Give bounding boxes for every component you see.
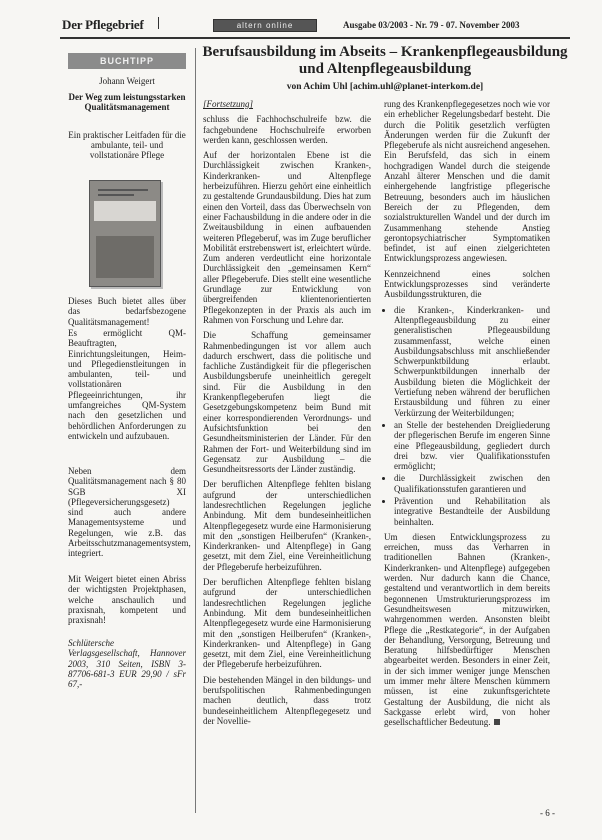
list-item: • die Kranken-, Kinderkranken- und Altenpflegeausbildung zu einer generalistischen Pflegeausbildung zusammenfasst, welche einen Ausbildungsabschluss mit anschließender Schwerpunktbildung erlaubt. Schwerpunktbildungen innerhalb der Ausbildung bieten die Möglichkeit der Vertiefung neben während der beruflichen Erstausbildung und führen zu einer Verkürzung der Weiterbildungen; — [394, 305, 550, 418]
publication-name: Der Pflegebrief — [62, 17, 144, 32]
sidebar-text-1: Dieses Buch bietet alles über das bedarfsbezogene Qualitätsmanagement! — [68, 296, 186, 327]
publisher-info: Schlütersche Verlagsgesellschaft, Hannover 2003, 310 Seiten, ISBN 3-87706-681-3 EUR 29,90 / sFr 67,- — [68, 638, 186, 690]
book-author: Johann Weigert — [99, 76, 155, 86]
sidebar-text-2: Es ermöglicht QM-Beauftragten, Einrichtungsleitungen, Heim- und Pflegedienstleitungen in ambulanten, teil- und vollstationären Pflegeeinrichtungen, ihr umfangreiches QM-System nach den gesetzlichen und behördlichen Anforderungen zu entwickeln und aufzubauen. — [68, 328, 186, 441]
end-of-article-mark — [494, 719, 500, 725]
article-column-2 — [384, 99, 550, 733]
cover-band — [94, 201, 156, 221]
paragraph: Kennzeichnend eines solchen Entwicklungsprozesses sind veränderte Ausbildungsstrukturen, die — [384, 268, 550, 300]
paragraph: Um diesen Entwicklungsprozess zu erreichen, muss das Verharren in traditionellen Bahnen (Kranken-, Kinderkranken- und Altenpflege) aufgegeben werden. Nur dadurch kann die Chance, gestaltend und verantwortlich in dem bereits begonnenen Umstrukturierungsprozess im Gesundheitswesen mitzuwirken, wahrgenommen werden. Ansonsten bleibt Pflege die „Restkategorie“, in der Aufgaben der Behandlung, Versorgung, Betreuung und Beratung hilfsbedürftiger Menschen abgearbeitet werden. Besonders in einer Zeit, in der sich immer weniger junge Menschen um immer mehr ältere Menschen kümmern müssen, ist eine zukunftsgerichtete Gestaltung der Ausbildung, die nicht als Sackgasse erlebt wird, von hoher gesellschaftlicher Bedeutung. — [384, 531, 550, 728]
cover-line — [98, 194, 134, 196]
cover-photo — [96, 236, 154, 278]
issue-info: Ausgabe 03/2003 - Nr. 79 - 07. November 2003 — [343, 20, 520, 30]
paragraph: Der beruflichen Altenpflege fehlten bislang aufgrund der unterschiedlichen landesrechtlichen Regelungen jegliche Anbindung. Mit dem bundeseinheitlichen Altenpflegegesetz wurde eine Harmonisierung mit den „sonstigen Heilberufen“ (Kranken-, Kinderkranken- und Altenpflege) in Gang gesetzt, mit dem Ziel, eine Vereinheitlichung der Pflegeberufe herbeizuführen. — [203, 479, 371, 572]
book-description: Ein praktischer Leitfaden für die ambulante, teil- und vollstationäre Pflege — [68, 130, 186, 160]
logo: altern online — [213, 19, 317, 32]
article-byline: von Achim Uhl [achim.uhl@planet-interkom.de] — [286, 82, 484, 92]
header-rule — [60, 37, 570, 39]
paragraph: Die bestehenden Mängel in den bildungs- und berufspolitischen Rahmenbedingungen machen deutlich, dass trotz bundeseinheitlichem Altenpflegegesetz und der Novellie- — [203, 674, 371, 726]
continuation-label: [Fortsetzung] — [203, 99, 254, 109]
sidebar-text-3: Neben dem Qualitätsmanagement nach § 80 SGB XI (Pflegeversicherungsgesetz) sind auch andere Managementsysteme und Regelungen, wie z.B. das Arbeitsschutzmanagementsystem, integriert. — [68, 466, 191, 559]
article-column-1 — [203, 99, 371, 731]
paragraph: Die Schaffung gemeinsamer Rahmenbedingungen ist vor allem auch dadurch erschwert, dass die politische und fachliche Zuständigkeit für die pflegerischen Ausbildungsberufe uneinheitlich geregelt sind. Für die Ausbildung in den Krankenpflegeberufen liegt die Gesetzgebungskompetenz beim Bund mit einer korrespondierenden Verordnungs- und Aufsichtsfunktion bei den Gesundheitsministerien der Länder. Für den Rahmen der Fort- und Weiterbildung sind im Gegensatz zur Ausbildung – die Gesundheitsressorts der Länder zuständig. — [203, 330, 371, 475]
paragraph: Auf der horizontalen Ebene ist die Durchlässigkeit zwischen Kranken-, Kinderkranken- und Altenpflege herbeizuführen. Hierzu gehört eine einheitlich zu gestaltende Grundausbildung. Dies hat zum einen den Vorteil, dass das Überwechseln von einer Fachausbildung in die andere oder in die Zweitausbildung in einen aufbauenden weiteren Pflegeberuf, was im Zuge beruflicher Mobilität erstrebenswert ist, erleichtert würde. Zum anderen verdeutlicht eine horizontale Durchlässigkeit den „gemeinsamen Kern“ aller Pflegeberufe. Dies stellt eine wesentliche Grundlage zur Entwicklung von übergreifenden klientenorientierten Pflegekonzepten in der Praxis als auch im Rahmen von Forschung und Lehre dar. — [203, 150, 371, 325]
page-number: - 6 - — [540, 808, 555, 818]
column-divider — [195, 48, 196, 813]
sidebar-header: BUCHTIPP — [68, 53, 186, 69]
paragraph: schluss die Fachhochschulreife bzw. die fachgebundene Hochschulreife erworben werden kann, geschlossen werden. — [203, 114, 371, 145]
masthead-divider — [158, 17, 159, 29]
paragraph: Der beruflichen Altenpflege fehlten bislang aufgrund der unterschiedlichen landesrechtlichen Regelungen jegliche Anbindung. Mit dem bundeseinheitlichen Altenpflegegesetz wurde eine Harmonisierung mit den „sonstigen Heilberufen“ (Kranken-, Kinderkranken- und Altenpflege) in Gang gesetzt, mit dem Ziel, eine Vereinheitlichung der Pflegeberufe herbeizuführen. — [203, 577, 371, 670]
cover-line — [98, 189, 148, 191]
book-cover-image — [89, 180, 161, 287]
list-item: • Prävention und Rehabilitation als integrative Bestandteile der Ausbildung beinhalten. — [394, 496, 550, 527]
list-item: • die Durchlässigkeit zwischen den Qualifikationsstufen garantieren und — [394, 473, 550, 494]
sidebar-text-4: Mit Weigert bietet einen Abriss der wichtigsten Projektphasen, welche anschaulich und praxisnah, kompetent und praxisnah! — [68, 574, 186, 626]
paragraph: rung des Krankenpflegegesetzes noch wie vor ein erheblicher Regelungsbedarf besteht. Die durch die Politik gesetzlich verfügten Änderungen werden für die Zukunft der Pflegeberufe als nicht ausreichend angesehen. Ein Berufsfeld, das sich in einem hochgradigen Wandel durch die steigende Anzahl älterer Menschen und die damit einhergehende langfristige pflegerische Betreuung, besonders auch im häuslichen Bereich der zu Pflegenden, dem sozialstrukturellen Wandel und der durch im Zusammenhang stehende Anstieg gerontopsychiatrischer Symptomatiken befindet, ist auf einen zielgerichteten Entwicklungsprozess angewiesen. — [384, 99, 550, 264]
book-title: Der Weg zum leistungsstarken Qualitätsmanagement — [68, 92, 186, 112]
list-item: • an Stelle der bestehenden Dreigliederung der pflegerischen Berufe im engeren Sinne eine Pflegeausbildung, gegliedert durch drei bzw. vier Qualifikationsstufen ermöglicht; — [394, 420, 550, 471]
article-title: Berufsausbildung im Abseits – Krankenpflegeausbildung und Altenpflegeausbildung — [202, 44, 568, 77]
bullet-list — [384, 305, 550, 527]
